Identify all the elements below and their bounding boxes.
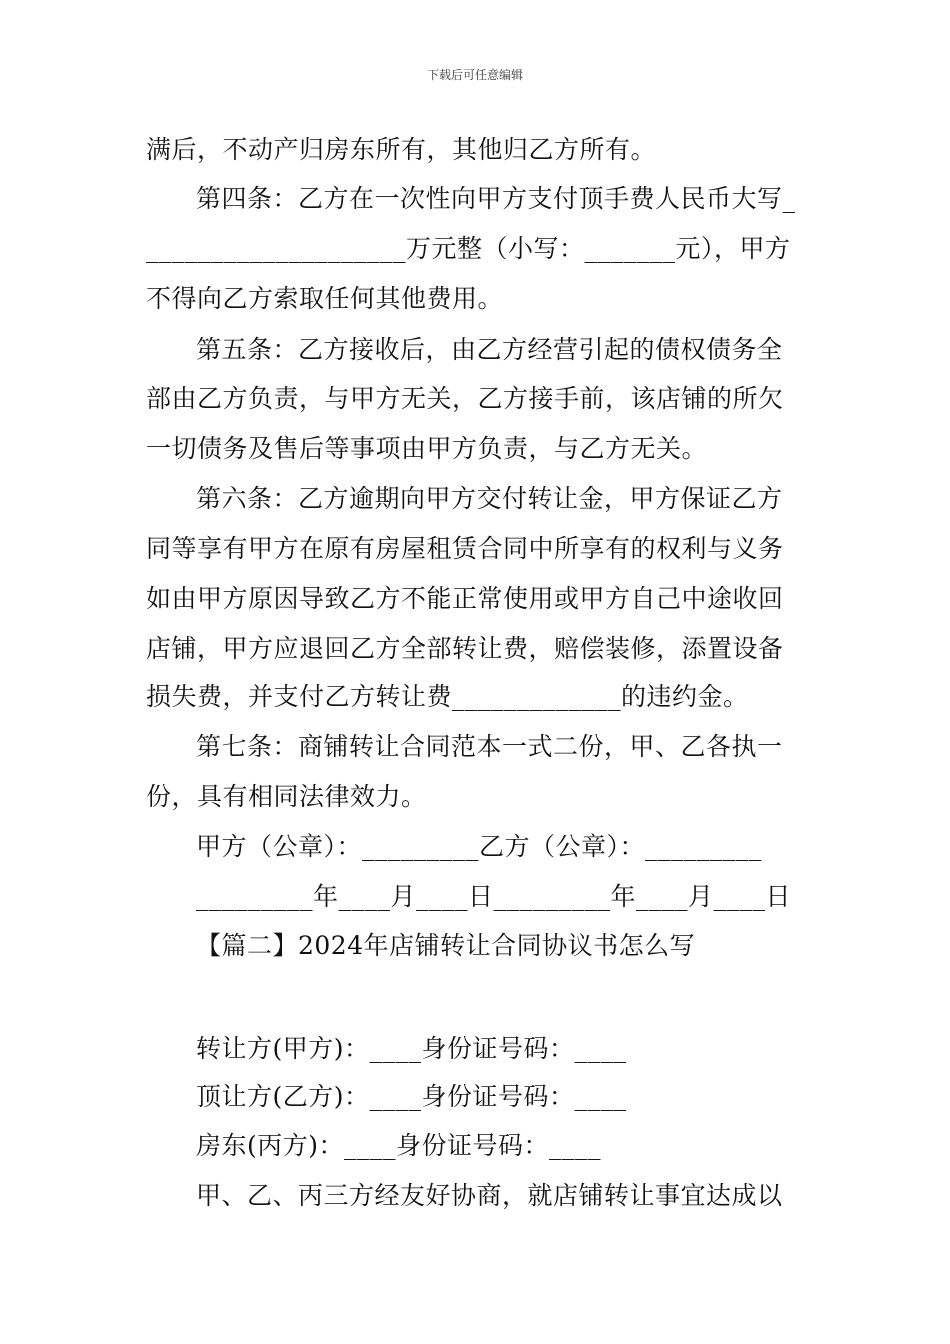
date-line: _________年____月____日_________年____月____日 <box>196 882 792 911</box>
header-note: 下载后可任意编辑 <box>426 68 523 82</box>
text-line-2: 第四条：乙方在一次性向甲方支付顶手费人民币大写_ <box>196 184 796 213</box>
text-line-13: 第七条：商铺转让合同范本一式二份，甲、乙各执一 <box>196 732 783 761</box>
text-line-21: 甲、乙、丙三方经友好协商，就店铺转让事宜达成以 <box>196 1181 783 1210</box>
text-line-12: 损失费，并支付乙方转让费_____________的违约金。 <box>146 682 749 711</box>
text-line-3: ____________________万元整（小写：_______元），甲方 <box>146 234 791 263</box>
text-line-1: 满后，不动产归房东所有，其他归乙方所有。 <box>146 135 657 164</box>
text-line-6: 部由乙方负责，与甲方无关，乙方接手前，该店铺的所欠 <box>146 384 784 413</box>
transferor-line: 转让方(甲方)：____身份证号码：____ <box>196 1034 627 1063</box>
text-line-5: 第五条：乙方接收后，由乙方经营引起的债权债务全 <box>196 335 783 364</box>
text-line-7: 一切债务及售后等事项由甲方负责，与乙方无关。 <box>146 434 708 463</box>
text-line-8: 第六条：乙方逾期向甲方交付转让金，甲方保证乙方 <box>196 484 783 513</box>
section-title: 【篇二】2024年店铺转让合同协议书怎么写 <box>196 931 696 960</box>
signature-line: 甲方（公章）：_________乙方（公章）：_________ <box>196 832 763 861</box>
text-line-9: 同等享有甲方在原有房屋租赁合同中所享有的权利与义务 <box>146 534 784 563</box>
text-line-14: 份，具有相同法律效力。 <box>146 782 427 811</box>
text-line-10: 如由甲方原因导致乙方不能正常使用或甲方自己中途收回 <box>146 584 784 613</box>
text-line-4: 不得向乙方索取任何其他费用。 <box>146 284 504 313</box>
landlord-line: 房东(丙方)：____身份证号码：____ <box>196 1131 602 1160</box>
text-line-11: 店铺，甲方应退回乙方全部转让费，赔偿装修，添置设备 <box>146 634 784 663</box>
transferee-line: 顶让方(乙方)：____身份证号码：____ <box>196 1082 627 1111</box>
